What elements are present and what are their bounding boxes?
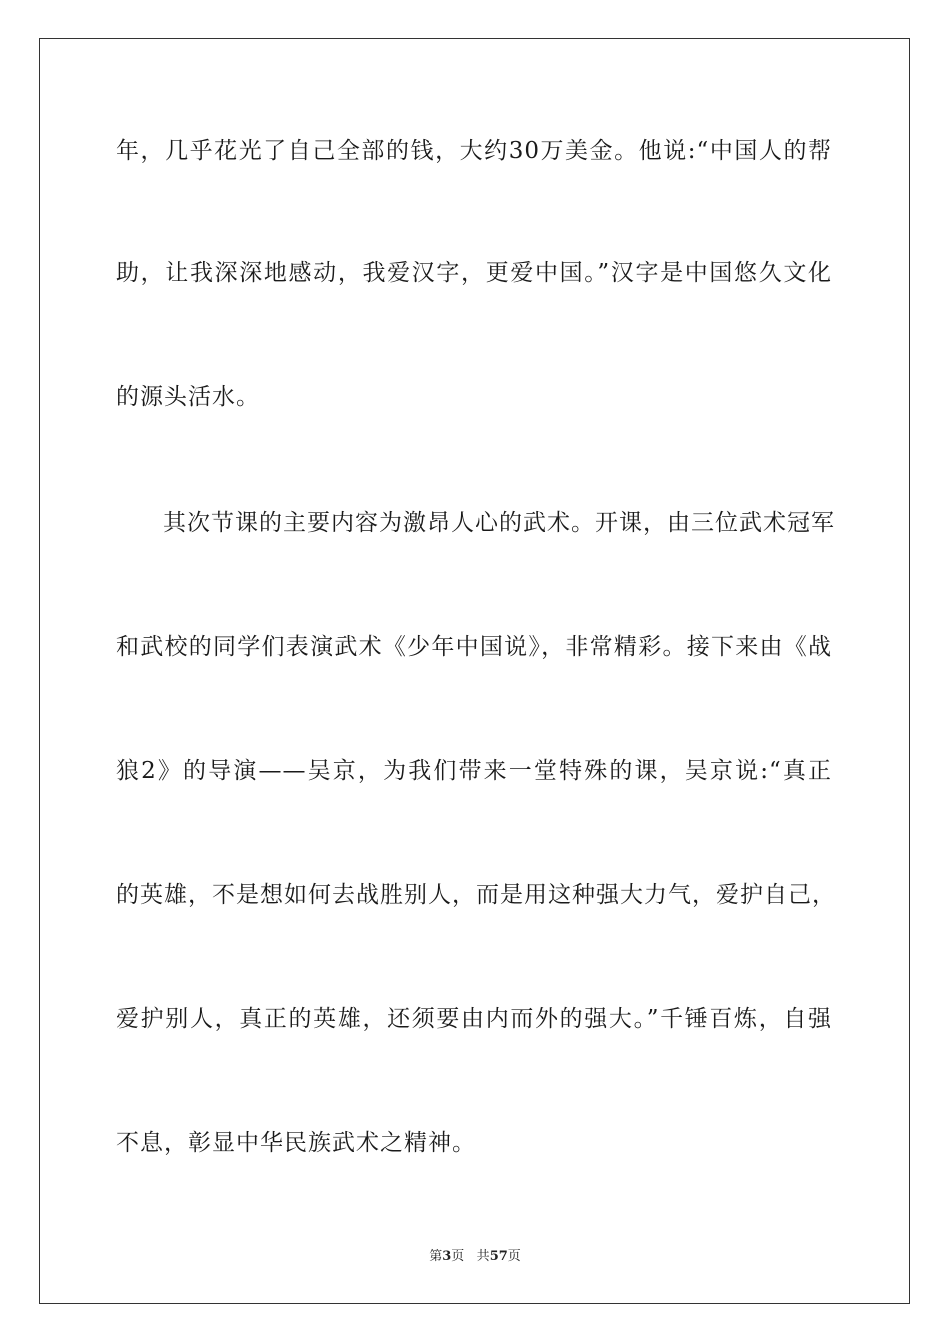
text-line-7: 的英雄，不是想如何去战胜别人，而是用这种强大力气，爱护自己， [116, 882, 836, 908]
text-line-6: 狼2》的导演——吴京，为我们带来一堂特殊的课，吴京说:“真正 [116, 758, 832, 784]
footer-page-number: 3 [442, 1249, 452, 1264]
text-line-3: 的源头活水。 [116, 384, 260, 410]
page-border [39, 38, 910, 1304]
text-line-1: 年，几乎花光了自己全部的钱，大约30万美金。他说:“中国人的帮 [116, 138, 832, 164]
text-line-2: 助，让我深深地感动，我爱汉字，更爱中国。”汉字是中国悠久文化 [116, 260, 832, 286]
footer-page-unit: 页 [451, 1249, 465, 1264]
text-line-8: 爱护别人，真正的英雄，还须要由内而外的强大。”千锤百炼，自强 [116, 1006, 832, 1032]
footer-total-pages: 57 [489, 1249, 508, 1264]
text-line-4: 其次节课的主要内容为激昂人心的武术。开课，由三位武术冠军 [163, 510, 835, 536]
footer-prefix: 第 [429, 1249, 443, 1264]
page-footer [0, 1248, 950, 1266]
text-line-5: 和武校的同学们表演武术《少年中国说》，非常精彩。接下来由《战 [116, 634, 832, 660]
footer-total-prefix: 共 [476, 1249, 490, 1264]
footer-total-unit: 页 [507, 1249, 521, 1264]
text-line-9: 不息，彰显中华民族武术之精神。 [116, 1130, 476, 1156]
